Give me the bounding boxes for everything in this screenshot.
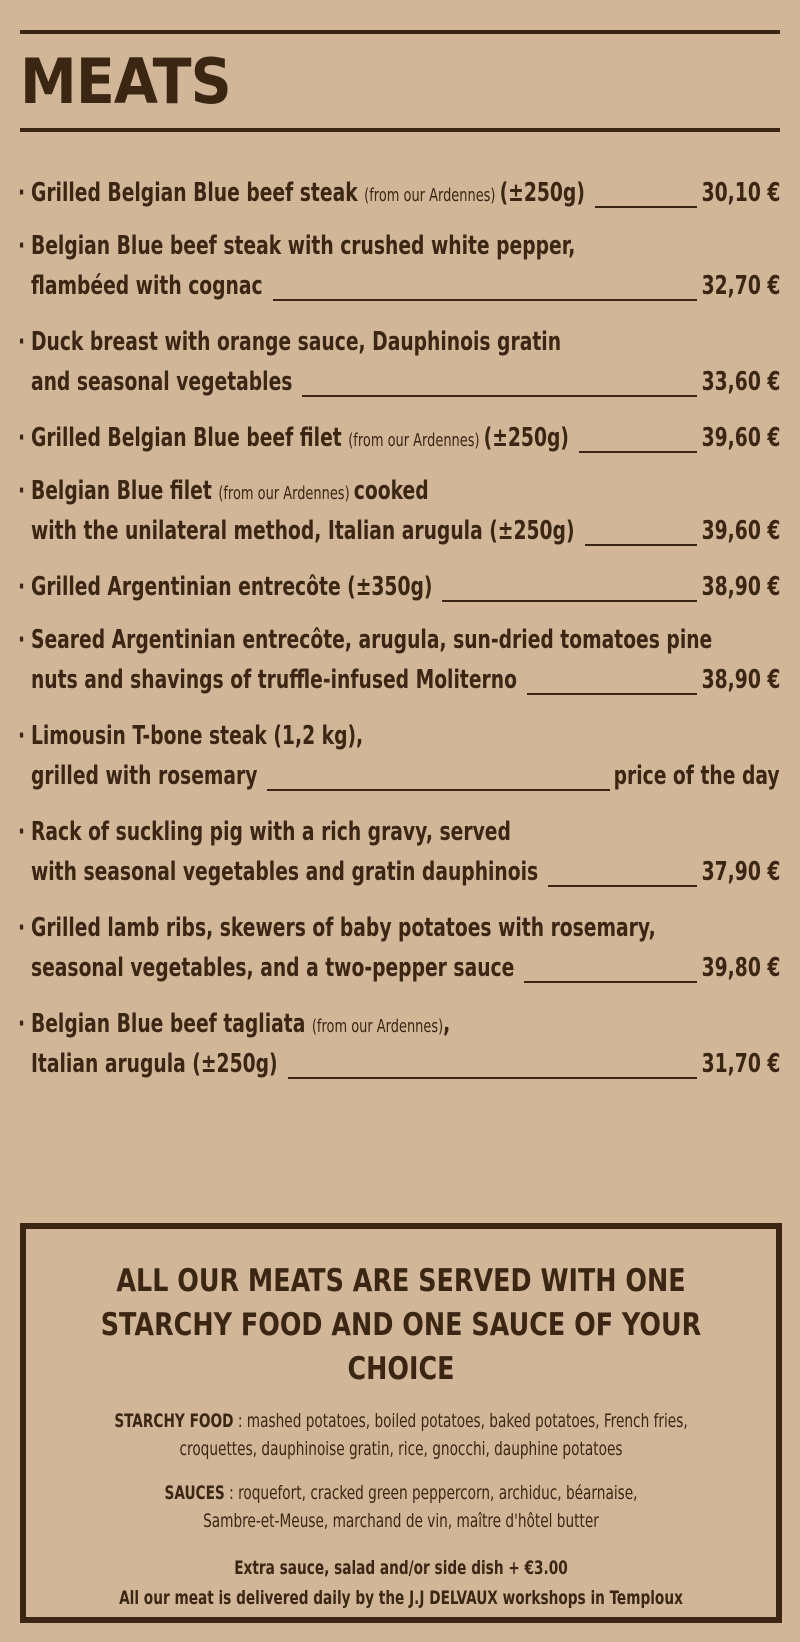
menu-item-name: nuts and shavings of truffle-infused Moliterno	[30, 665, 517, 695]
menu-item-name: seasonal vegetables, and a two-pepper sauce	[30, 953, 515, 983]
price-leader	[288, 1077, 698, 1079]
menu-item-name: (±250g)	[483, 423, 569, 453]
price-leader	[579, 451, 697, 453]
menu-item-name: Rack of suckling pig with a rich gravy, served	[30, 817, 511, 847]
menu-item-price: 33,60 €	[701, 367, 780, 397]
sauces-note: SAUCES : roquefort, cracked green peppercorn, archiduc, béarnaise, Sambre-et-Meuse, marchand de vin, maître d'hôtel butter	[164, 1482, 638, 1532]
menu-item-price: 37,90 €	[701, 857, 780, 887]
menu-item	[18, 418, 782, 458]
menu-item	[18, 1004, 782, 1084]
menu-item	[18, 716, 782, 796]
menu-item-name: and seasonal vegetables	[30, 367, 293, 397]
price-leader	[595, 206, 697, 208]
menu-item	[18, 567, 782, 607]
menu-item-name: Belgian Blue beef steak with crushed white pepper,	[30, 231, 576, 261]
title-underline	[20, 128, 780, 132]
menu-item-line: · Seared Argentinian entrecôte, arugula, sun-dried tomatoes pine	[18, 625, 713, 655]
menu-item	[18, 812, 782, 892]
menu-item-name: cooked	[353, 476, 429, 506]
menu-item-line	[18, 756, 782, 796]
menu-item-line: · Duck breast with orange sauce, Dauphinois gratin	[18, 327, 562, 357]
menu-item-line: · Grilled Argentinian entrecôte (±350g) 38,90 €	[18, 567, 782, 607]
menu-item-name: (from our Ardennes)	[348, 430, 484, 451]
menu-item-line	[18, 362, 782, 402]
page-title: MEATS	[20, 45, 231, 118]
menu-item-name: Grilled Belgian Blue beef filet	[30, 423, 349, 453]
menu-item-price: 31,70 €	[701, 1049, 780, 1079]
info-box	[20, 1223, 782, 1623]
menu-item-name: Grilled Belgian Blue beef steak	[30, 178, 365, 208]
menu-item	[18, 226, 782, 306]
menu-item-name: (from our Ardennes)	[364, 185, 500, 206]
menu-item-name: grilled with rosemary	[30, 761, 258, 791]
menu-item-line	[18, 948, 782, 988]
menu-item-name: Belgian Blue filet	[30, 476, 219, 506]
info-box-heading: ALL OUR MEATS ARE SERVED WITH ONE STARCHY FOOD AND ONE SAUCE OF YOUR CHOICE	[100, 1263, 702, 1387]
menu-item-line: · Grilled Belgian Blue beef filet (from our Ardennes) (±250g) 39,60 €	[18, 418, 782, 458]
menu-item-price: price of the day	[613, 761, 780, 791]
price-leader	[527, 693, 697, 695]
menu-item-line: · Limousin T-bone steak (1,2 kg),	[18, 721, 364, 751]
price-leader	[524, 981, 697, 983]
menu-item-price: 32,70 €	[701, 271, 780, 301]
menu-item-name: ,	[443, 1009, 451, 1039]
price-leader	[302, 395, 697, 397]
menu-item-line	[18, 660, 782, 700]
menu-item-name: Italian arugula (±250g)	[30, 1049, 278, 1079]
menu-item-price: 39,60 €	[701, 423, 780, 453]
menu-item-line	[18, 266, 782, 306]
price-leader	[273, 299, 698, 301]
price-leader	[548, 885, 697, 887]
menu-item-line: · Rack of suckling pig with a rich gravy, served	[18, 817, 511, 847]
menu-item	[18, 471, 782, 551]
menu-item-line	[18, 511, 782, 551]
menu-item	[18, 620, 782, 700]
menu-item-name: with the unilateral method, Italian arugula (±250g)	[30, 516, 575, 546]
menu-item-line: · Belgian Blue beef steak with crushed white pepper,	[18, 231, 576, 261]
menu-item-name: (from our Ardennes)	[311, 1016, 444, 1037]
top-rule	[20, 30, 780, 34]
menu-item-price: 39,80 €	[701, 953, 780, 983]
menu-item-name: Belgian Blue beef tagliata	[30, 1009, 312, 1039]
menu-item-line: · Belgian Blue filet (from our Ardennes) cooked	[18, 476, 429, 506]
menu-item-line: · Belgian Blue beef tagliata (from our Ardennes),	[18, 1009, 451, 1039]
extras-note: Extra sauce, salad and/or side dish + €3.00 All our meat is delivered daily by the J.J DELVAUX workshops in Temploux	[119, 1557, 683, 1609]
menu-item-name: Grilled lamb ribs, skewers of baby potatoes with rosemary,	[30, 913, 656, 943]
starchy-food-note: STARCHY FOOD : mashed potatoes, boiled potatoes, baked potatoes, French fries, croquettes, dauphinoise gratin, rice, gnocchi, dauphine potatoes	[114, 1410, 688, 1460]
menu-item	[18, 173, 782, 213]
menu-item-name: with seasonal vegetables and gratin dauphinois	[30, 857, 539, 887]
price-leader	[585, 544, 698, 546]
menu-item-price: 38,90 €	[701, 665, 780, 695]
price-leader	[442, 600, 697, 602]
menu-item-name: flambéed with cognac	[30, 271, 263, 301]
menu-item-line	[18, 1044, 782, 1084]
menu-item-name: Limousin T-bone steak (1,2 kg),	[30, 721, 364, 751]
menu-item-name: Duck breast with orange sauce, Dauphinois gratin	[30, 327, 562, 357]
menu-item-price: 30,10 €	[701, 178, 780, 208]
menu-item-line: · Grilled Belgian Blue beef steak (from our Ardennes) (±250g) 30,10 €	[18, 173, 782, 213]
menu-item	[18, 908, 782, 988]
menu-item-name: (±250g)	[499, 178, 585, 208]
menu-item-name: Grilled Argentinian entrecôte (±350g)	[30, 572, 433, 602]
price-leader	[267, 789, 609, 791]
menu-item-price: 38,90 €	[701, 572, 780, 602]
menu-item-name: Seared Argentinian entrecôte, arugula, sun-dried tomatoes pine	[30, 625, 713, 655]
menu-item-name: (from our Ardennes)	[218, 483, 354, 504]
menu-item-price: 39,60 €	[701, 516, 780, 546]
menu-item-line: · Grilled lamb ribs, skewers of baby potatoes with rosemary,	[18, 913, 656, 943]
menu-item	[18, 322, 782, 402]
menu-item-line	[18, 852, 782, 892]
